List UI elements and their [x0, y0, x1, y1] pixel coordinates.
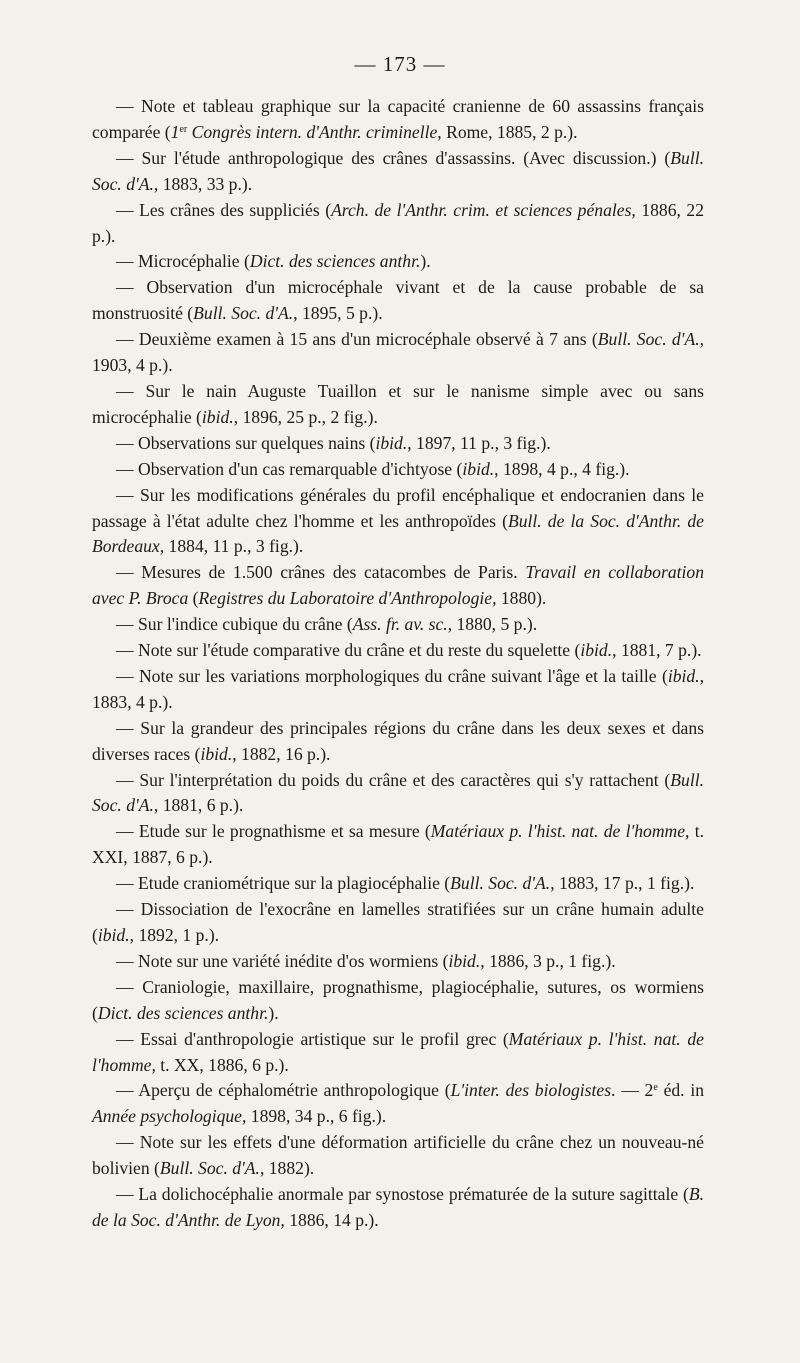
italic-citation-text: 1 — [170, 121, 180, 142]
bibliography-entry — [92, 949, 704, 975]
entry-text: ( — [188, 588, 199, 609]
bibliography-entry — [92, 664, 704, 716]
italic-citation-text: ibid. — [97, 925, 130, 945]
entry-text: — Etude craniométrique sur la plagiocéphalie ( — [116, 873, 451, 894]
bibliography-entry — [92, 146, 704, 198]
entry-text: , 1882, 16 p.). — [232, 743, 331, 764]
bibliography-entry — [92, 975, 704, 1027]
italic-citation-text: Arch. de l'Anthr. crim. et sciences pénales, — [331, 199, 636, 220]
italic-citation-text: Bull. Soc. d'A. — [92, 147, 704, 194]
bibliography-entry — [92, 327, 704, 379]
italic-citation-text: ibid. — [462, 458, 495, 479]
entry-text: , 1895, 5 p.). — [293, 303, 383, 324]
italic-citation-text: Matériaux p. l'hist. nat. de l'homme, — [92, 1028, 704, 1075]
italic-citation-text: Travail en collaboration avec P. Broca — [92, 562, 704, 609]
italic-citation-text: Bull. Soc. d'A. — [159, 1158, 260, 1179]
entry-text: — Sur l'interprétation du poids du crâne et des caractères qui s'y rattachent ( — [116, 769, 671, 790]
entry-text: — Note sur les effets d'une déformation artificielle du crâne chez un nouveau-né bolivien ( — [92, 1132, 704, 1179]
entry-text: , 1883, 33 p.). — [153, 173, 253, 194]
entry-text: , 1892, 1 p.). — [129, 925, 220, 945]
entry-text: — Dissociation de l'exocrâne en lamelles stratifiées sur un crâne humain adulte ( — [92, 899, 704, 945]
italic-citation-text: ibid. — [201, 406, 234, 427]
italic-citation-text: Bull. Soc. d'A. — [193, 303, 294, 324]
italic-citation-text: ibid. — [448, 950, 481, 971]
entry-text: , 1882). — [259, 1158, 315, 1179]
entry-text: — Sur la grandeur des principales régions du crâne dans les deux sexes et dans diverses races ( — [92, 717, 704, 764]
superscript-text: er — [179, 123, 188, 135]
italic-citation-text: L'inter. des biologistes — [450, 1080, 612, 1101]
bibliography-entry — [92, 483, 704, 561]
italic-citation-text: ibid. — [667, 665, 700, 686]
entry-text: — Les crânes des suppliciés ( — [116, 199, 332, 220]
bibliography-entry — [92, 198, 704, 250]
entry-text: , 1886, 3 p., 1 fig.). — [480, 950, 616, 971]
entry-text: — Sur l'étude anthropologique des crânes d'assassins. (Avec discussion.) ( — [116, 147, 671, 168]
entry-text: — Note sur les variations morphologiques du crâne suivant l'âge et la taille ( — [116, 665, 668, 686]
entry-text: — Observation d'un cas remarquable d'ichtyose ( — [116, 458, 463, 479]
entry-text: — Note sur une variété inédite d'os wormiens ( — [116, 950, 449, 971]
entry-text: — Note sur l'étude comparative du crâne et du reste du squelette ( — [116, 640, 581, 661]
entry-text: , 1880, 5 p.). — [447, 614, 538, 635]
italic-citation-text: ibid. — [580, 640, 613, 661]
italic-citation-text: Ass. fr. av. sc. — [352, 614, 448, 635]
bibliography-entry — [92, 819, 704, 871]
bibliography-entry — [92, 638, 704, 664]
italic-citation-text: Bull. Soc. d'A. — [597, 329, 700, 350]
bibliography-entry — [92, 431, 704, 457]
bibliography-entry — [92, 1027, 704, 1079]
entry-text: — Aperçu de céphalométrie anthropologique ( — [116, 1080, 451, 1101]
entry-text: , 1898, 4 p., 4 fig.). — [494, 458, 630, 479]
entry-text: — Essai d'anthropologie artistique sur le profil grec ( — [116, 1028, 509, 1049]
entry-text: 1886, 22 p.). — [92, 199, 704, 246]
entry-text: — Observations sur quelques nains ( — [116, 432, 376, 453]
italic-citation-text: Bull. de la Soc. d'Anthr. de Bordeaux, — [92, 510, 704, 557]
italic-citation-text: Bull. Soc. d'A. — [92, 769, 704, 816]
bibliography-entry — [92, 871, 704, 897]
bibliography-entry — [92, 1078, 704, 1130]
entry-text: 1886, 14 p.). — [284, 1209, 379, 1230]
entry-text: , 1881, 6 p.). — [153, 795, 244, 816]
bibliography-entry — [92, 1130, 704, 1182]
bibliography-entry — [92, 379, 704, 431]
entry-text: t. XXI, 1887, 6 p.). — [92, 821, 704, 868]
bibliography-entry — [92, 716, 704, 768]
entry-text: — Deuxième examen à 15 ans d'un microcéphale observé à 7 ans ( — [116, 329, 598, 350]
entry-text: , 1883, 4 p.). — [92, 665, 704, 712]
entry-text: t. XX, 1886, 6 p.). — [155, 1054, 289, 1075]
entry-text: — Sur les modifications générales du profil encéphalique et endocranien dans le passage à l'état adulte chez l'homme et les anthropoïdes ( — [92, 484, 704, 531]
italic-citation-text: Congrès intern. d'Anthr. criminelle, — [187, 121, 442, 142]
entry-text: 1898, 34 p., 6 fig.). — [246, 1106, 387, 1127]
italic-citation-text: Bull. Soc. d'A. — [450, 873, 551, 894]
entry-text: — Mesures de 1.500 crânes des catacombes de Paris. — [116, 562, 526, 583]
entry-text: — Note et tableau graphique sur la capacité cranienne de 60 assassins français comparée ( — [92, 96, 704, 142]
entry-text: — Observation d'un microcéphale vivant et de la cause probable de sa monstruosité ( — [92, 277, 704, 324]
italic-citation-text: Dict. des sciences anthr. — [249, 251, 421, 272]
entry-text: — La dolichocéphalie anormale par synostose prématurée de la suture sagittale ( — [116, 1184, 689, 1205]
entry-text: , 1897, 11 p., 3 fig.). — [407, 432, 551, 453]
entry-text: — Craniologie, maxillaire, prognathisme, plagiocéphalie, sutures, os wormiens ( — [92, 976, 704, 1023]
entry-text: ). — [268, 1002, 279, 1023]
page-number: — 173 — — [354, 52, 446, 76]
bibliography-entry — [92, 560, 704, 612]
superscript-text: e — [653, 1082, 658, 1094]
italic-citation-text: B. de la Soc. d'Anthr. de Lyon, — [92, 1184, 704, 1230]
italic-citation-text: Année psychologique, — [92, 1106, 247, 1127]
entry-text: ). — [420, 251, 431, 272]
entry-text: , 1903, 4 p.). — [92, 329, 704, 376]
bibliography-list — [92, 94, 704, 1234]
bibliography-entry — [92, 897, 704, 949]
bibliography-entry — [92, 275, 704, 327]
bibliography-entry — [92, 612, 704, 638]
bibliography-entry — [92, 768, 704, 820]
bibliography-entry — [92, 1182, 704, 1234]
italic-citation-text: Matériaux p. l'hist. nat. de l'homme, — [430, 821, 690, 842]
entry-text: — Etude sur le prognathisme et sa mesure ( — [116, 821, 431, 842]
bibliography-entry — [92, 94, 704, 146]
entry-text: , 1883, 17 p., 1 fig.). — [550, 873, 695, 894]
italic-citation-text: ibid. — [375, 432, 408, 453]
entry-text: 1884, 11 p., 3 fig.). — [164, 536, 304, 557]
entry-text: éd. in — [657, 1080, 705, 1101]
entry-text: — Sur le nain Auguste Tuaillon et sur le nanisme simple avec ou sans microcéphalie ( — [92, 380, 704, 427]
italic-citation-text: ibid. — [200, 743, 233, 764]
entry-text: Rome, 1885, 2 p.). — [441, 121, 578, 142]
entry-text: 1880). — [496, 588, 547, 609]
entry-text: — Sur l'indice cubique du crâne ( — [116, 614, 353, 635]
entry-text: , 1896, 25 p., 2 fig.). — [233, 406, 378, 427]
entry-text: , 1881, 7 p.). — [612, 640, 702, 661]
bibliography-entry — [92, 457, 704, 483]
entry-text: — Microcéphalie ( — [116, 251, 250, 272]
italic-citation-text: Registres du Laboratoire d'Anthropologie, — [198, 588, 497, 609]
bibliography-entry — [92, 249, 704, 275]
entry-text: . — 2 — [611, 1080, 654, 1101]
italic-citation-text: Dict. des sciences anthr. — [97, 1002, 269, 1023]
